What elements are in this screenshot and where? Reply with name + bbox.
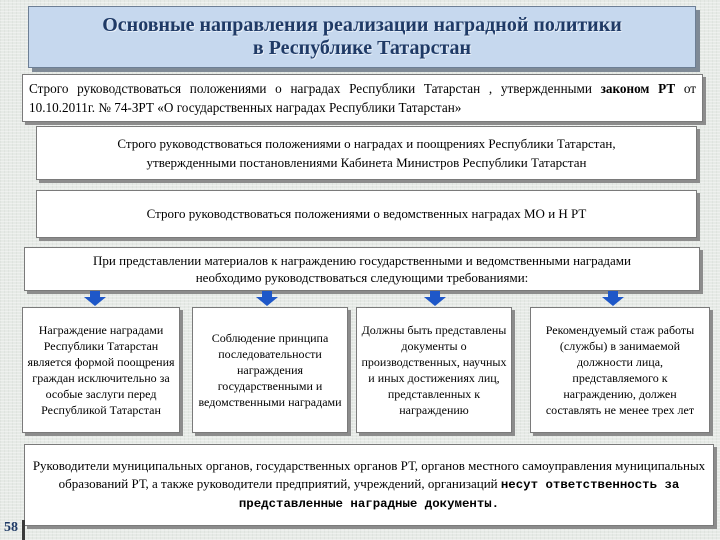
law-requirement-bold: законом РТ bbox=[600, 81, 676, 96]
departmental-awards-text: Строго руководствоваться положениями о ведомственных наградах МО и Н РТ bbox=[146, 206, 587, 221]
requirement-card bbox=[530, 307, 710, 433]
law-requirement-box bbox=[22, 74, 703, 122]
responsibility-text: Руководители муниципальных органов, государственных органов РТ, органов местного самоуправления муниципальных образований РТ, а также руководители предприятий, учреждений, организаций bbox=[32, 458, 706, 491]
requirement-card bbox=[22, 307, 180, 433]
down-arrow-icon bbox=[84, 291, 106, 306]
page-number: 58 bbox=[4, 520, 18, 535]
requirement-text: Рекомендуемый стаж работы (службы) в занимаемой должности лица, представляемого к награждению, должен составлять не менее трех лет bbox=[545, 323, 695, 417]
page-title-line-2: в Республике Татарстан bbox=[252, 37, 472, 59]
departmental-awards-box bbox=[36, 190, 697, 238]
submission-requirements-box bbox=[24, 247, 700, 291]
title-banner bbox=[28, 6, 696, 68]
requirement-text: Награждение наградами Республики Татарстан является формой поощрения граждан исключительно за особые заслуги перед Республикой Татарстан bbox=[27, 323, 175, 417]
page-divider bbox=[22, 520, 25, 540]
cabinet-regulations-box bbox=[36, 126, 697, 180]
submission-requirements-line-1: При представлении материалов к награждению государственными и ведомственными наградами bbox=[93, 253, 631, 268]
responsibility-box bbox=[24, 444, 714, 526]
down-arrow-icon bbox=[602, 291, 624, 306]
requirement-card bbox=[192, 307, 348, 433]
requirement-card bbox=[356, 307, 512, 433]
law-requirement-text: Строго руководствоваться положениями о наградах Республики Татарстан , утвержденными bbox=[29, 81, 592, 96]
requirement-text: Соблюдение принципа последовательности награждения государственными и ведомственными наградами bbox=[198, 331, 342, 409]
down-arrow-icon bbox=[256, 291, 278, 306]
page-title-line-1: Основные направления реализации наградной политики bbox=[102, 14, 622, 36]
responsibility-bold: несут ответственность за представленные наградные документы. bbox=[238, 478, 680, 511]
down-arrow-icon bbox=[424, 291, 446, 306]
submission-requirements-line-2: необходимо руководствоваться следующими требованиями: bbox=[195, 270, 529, 285]
cabinet-regulations-line-1: Строго руководствоваться положениями о наградах и поощрениях Республики Татарстан, bbox=[117, 136, 616, 151]
requirement-text: Должны быть представлены документы о производственных, научных и иных достижениях лиц, представленных к награждению bbox=[361, 323, 507, 417]
cabinet-regulations-line-2: утвержденными постановлениями Кабинета Министров Республики Татарстан bbox=[146, 155, 587, 170]
law-requirement-text-2: от 10.10.2011г. № 74-ЗРТ «О государственных наградах Республики Татарстан» bbox=[29, 81, 696, 115]
